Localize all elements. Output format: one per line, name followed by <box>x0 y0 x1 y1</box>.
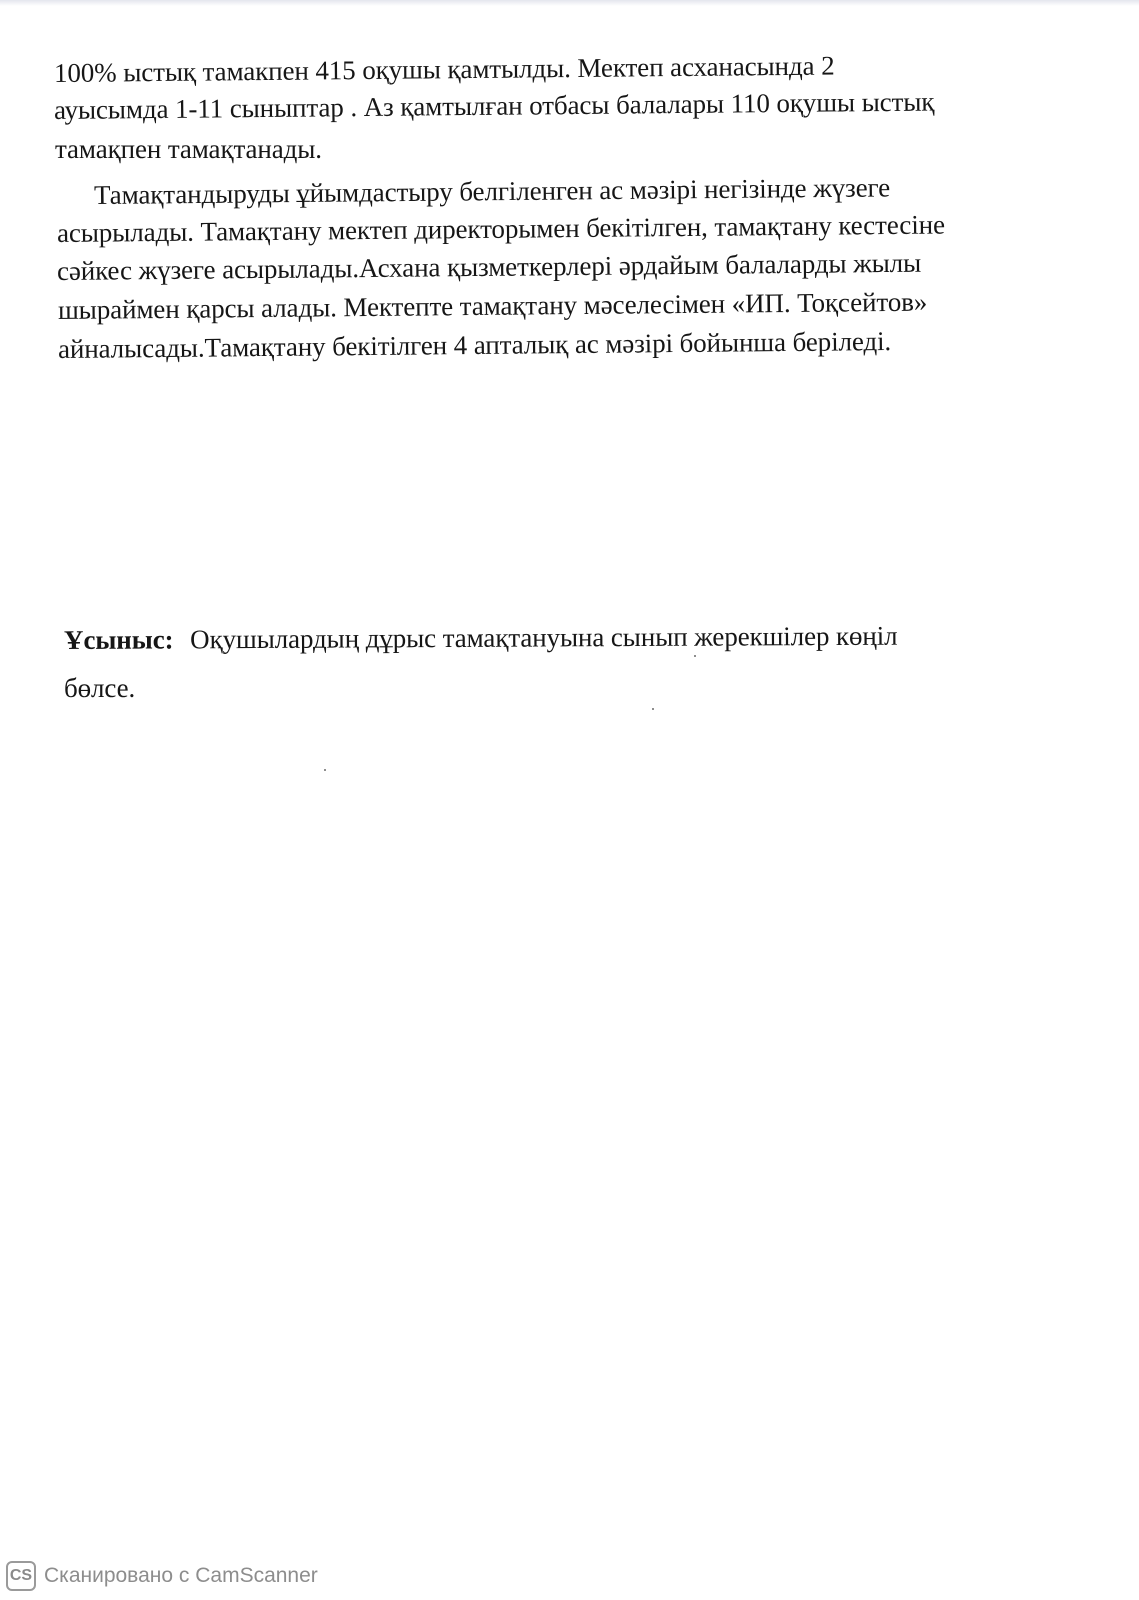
scan-speck <box>324 769 326 771</box>
recommendation-line1 <box>64 620 898 656</box>
paragraph1-line1: 100% ыстық тамакпен 415 оқушы қамтылды. Мектеп асханасында 2 <box>53 50 835 88</box>
paragraph2-line5: айналысады.Тамақтану бекітілген 4 апталық ас мәзірі бойынша беріледі. <box>57 326 892 364</box>
scan-speck <box>694 655 696 657</box>
paragraph1-line3: тамақпен тамақтанады. <box>55 134 322 164</box>
camscanner-logo: CS <box>6 1561 36 1591</box>
paragraph1-line2: ауысымда 1-11 сыныптар . Аз қамтылған отбасы балалары 110 оқушы ыстық <box>53 86 935 125</box>
scan-speck <box>652 708 654 710</box>
paragraph2-line3: сәйкес жүзеге асырылады.Асхана қызметкерлері әрдайым балаларды жылы <box>56 247 922 286</box>
watermark-text: Сканировано с CamScanner <box>44 1564 318 1587</box>
scan-top-edge <box>0 0 1139 6</box>
camscanner-watermark <box>6 1561 318 1591</box>
paragraph2-line2: асырылады. Тамақтану мектеп директорымен бекітілген, тамақтану кестесіне <box>56 209 946 248</box>
recommendation-text: Оқушылардың дұрыс тамақтануына сынып жерекшілер көңіл <box>190 620 898 655</box>
paragraph2-line1: Тамақтандыруды ұйымдастыру белгіленген ас мәзірі негізінде жүзеге <box>93 172 891 210</box>
recommendation-label: Ұсыныс: <box>63 624 174 655</box>
recommendation-line2: бөлсе. <box>64 673 136 703</box>
paragraph2-line4: шыраймен қарсы алады. Мектепте тамақтану мәселесімен «ИП. Тоқсейтов» <box>57 286 928 325</box>
